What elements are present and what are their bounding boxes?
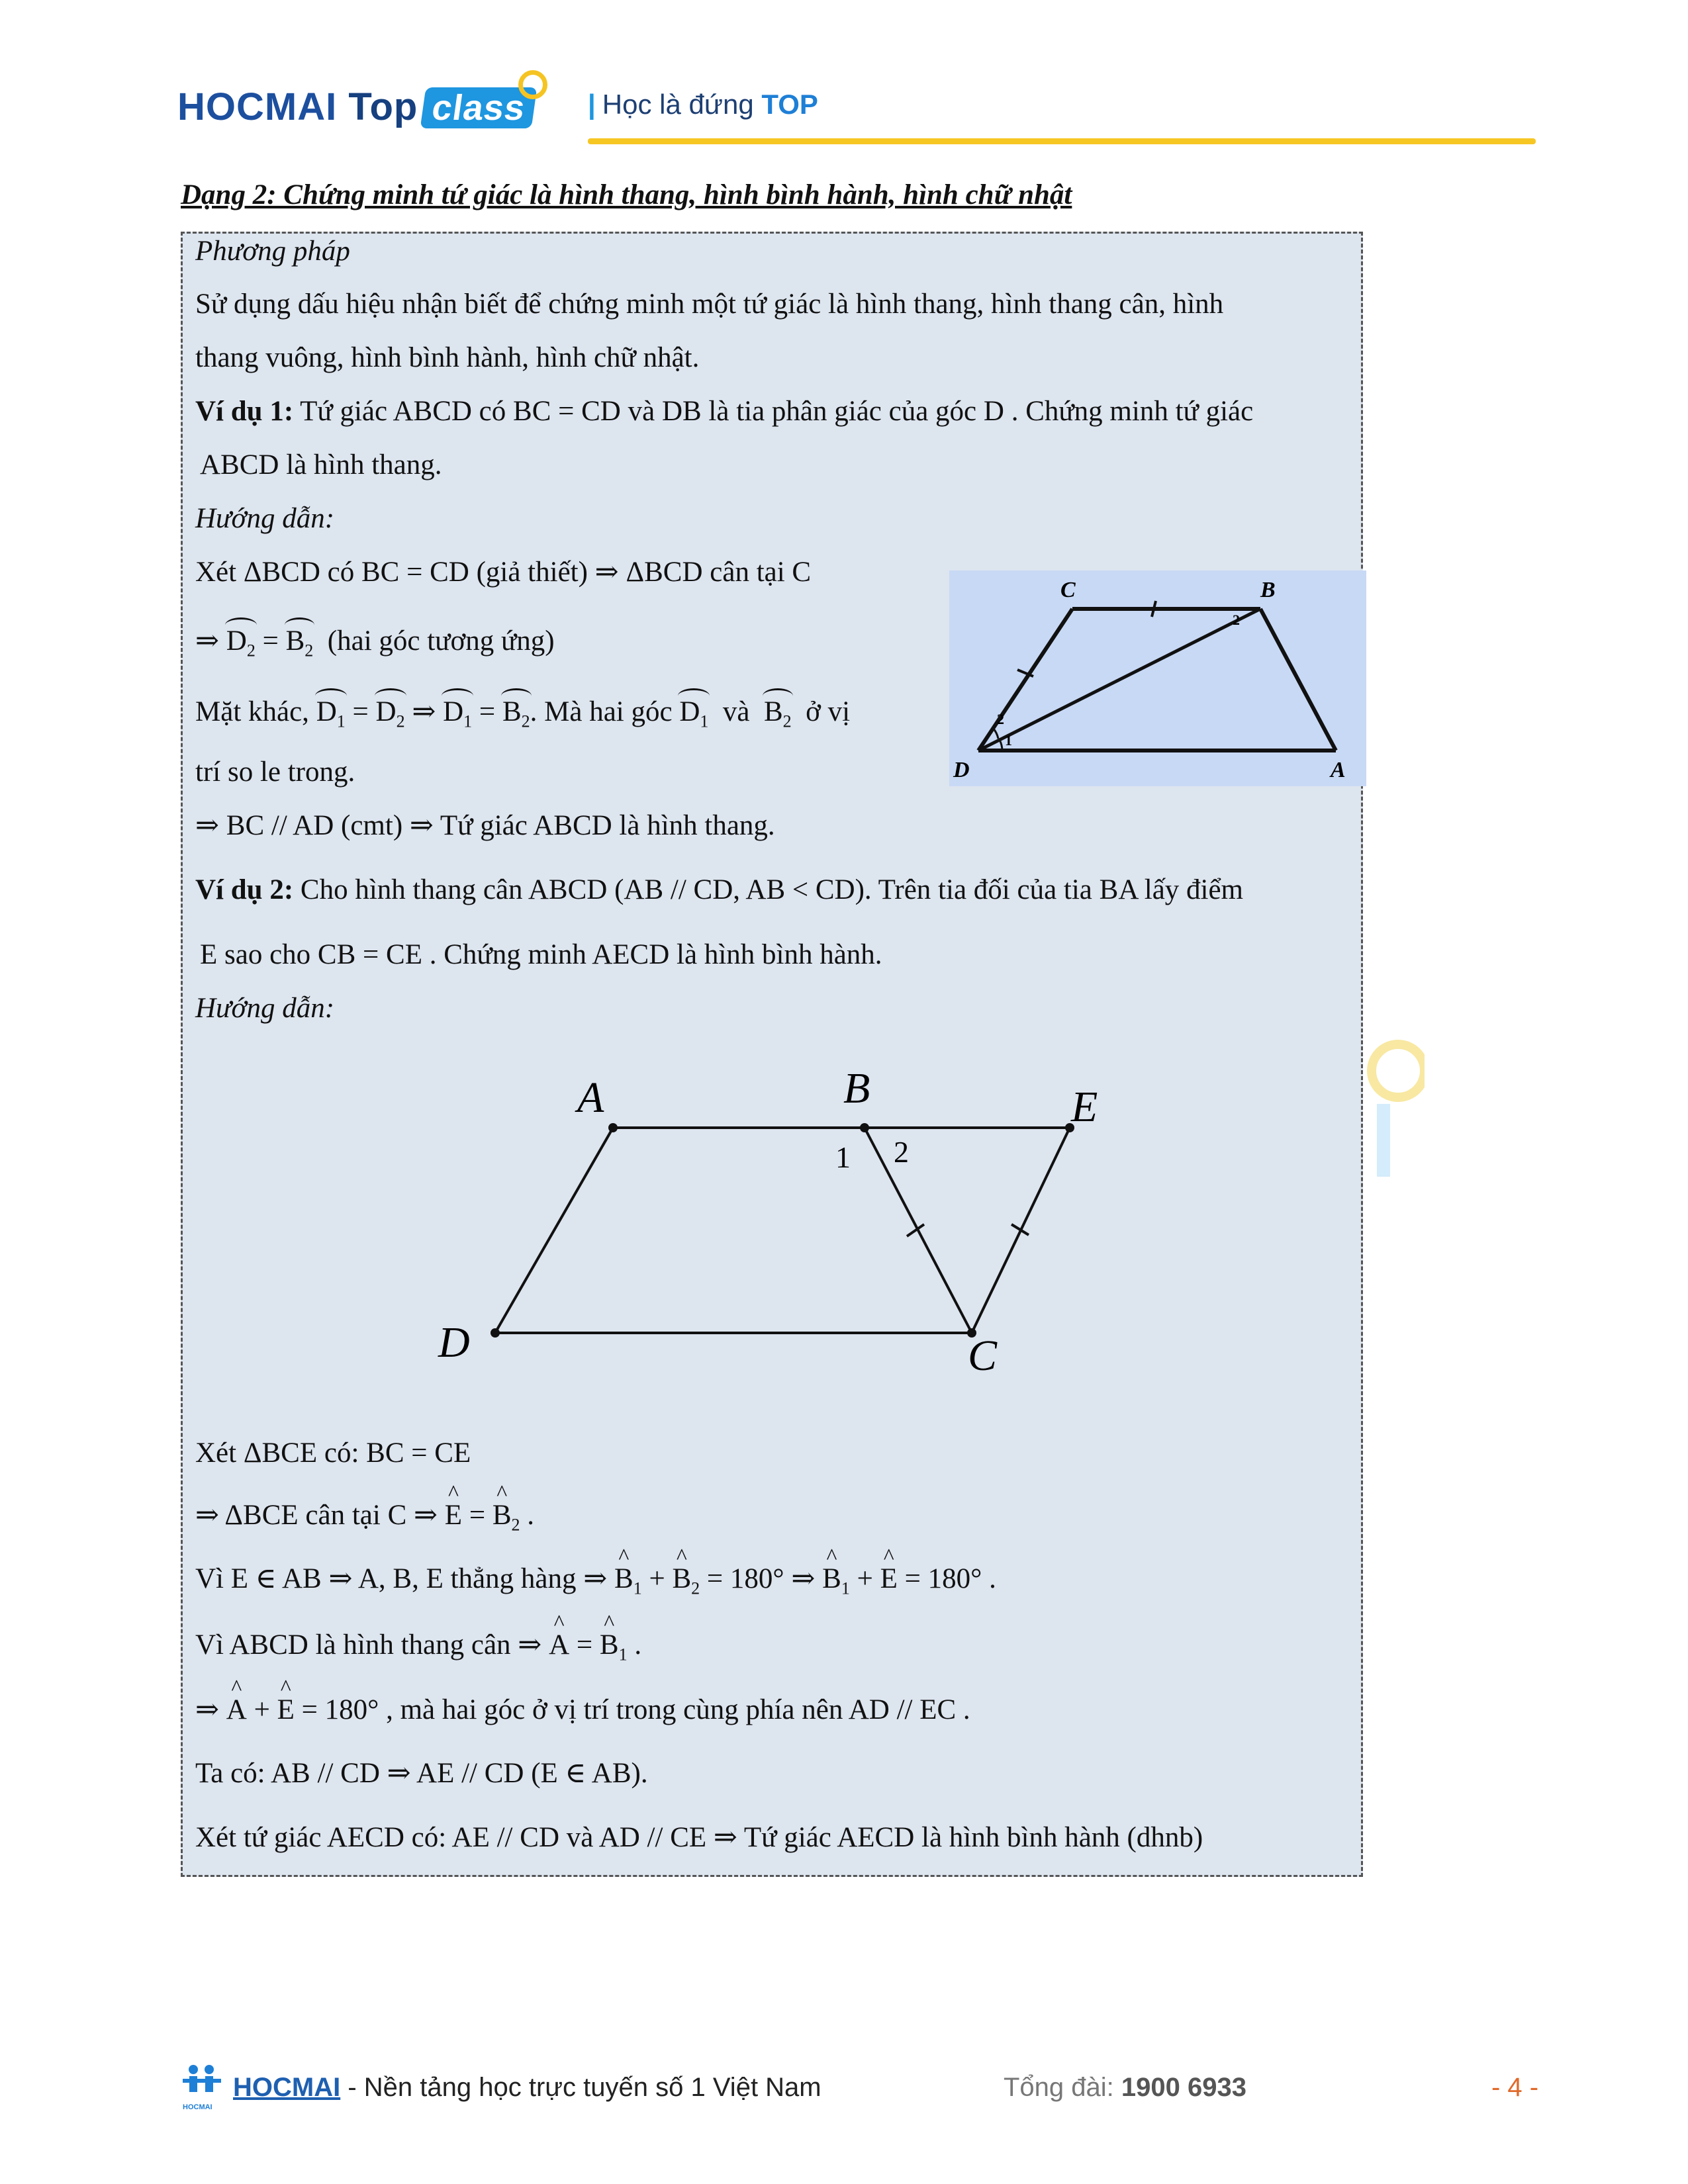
label-B: B xyxy=(843,1064,870,1113)
step-3-prefix: Vì E ∈ AB ⇒ A, B, E thẳng hàng ⇒ xyxy=(195,1563,608,1594)
label-B: B xyxy=(1260,578,1276,602)
angle-A2: ^ A xyxy=(226,1696,247,1724)
example1-label: Ví dụ 1: xyxy=(195,396,294,427)
example1-step-3: Mặt khác, $D_1 = D_2$ ⇒ $D_1 = B_2$. Mà hai góc $D_1$ và $B_2$ ở vị xyxy=(195,696,851,731)
label-angle-2: 2 xyxy=(997,711,1004,727)
step-3-and: và xyxy=(722,696,750,727)
brand-class: class xyxy=(420,87,538,128)
section-title: Dạng 2: Chứng minh tứ giác là hình thang, hình bình hành, hình chữ nhật xyxy=(181,179,1072,210)
angle-letter: D xyxy=(226,625,247,657)
trapezoid-figure-1 xyxy=(949,570,1366,786)
method-line-2: thang vuông, hình bình hành, hình chữ nhật. xyxy=(195,342,700,373)
logo-caption: HOCMAI xyxy=(183,2103,212,2111)
method-line-1: Sử dụng dấu hiệu nhận biết để chứng minh một tứ giác là hình thang, hình thang cân, hình xyxy=(195,289,1224,320)
equals: = xyxy=(469,1500,486,1531)
example1-statement: Tứ giác ABCD có BC = CD và DB là tia phân giác của góc D . Chứng minh tứ giác xyxy=(300,396,1254,427)
step-2-note: (hai góc tương ứng) xyxy=(327,625,555,657)
example2-guide: Hướng dẫn: xyxy=(195,993,335,1024)
example1-step-2 xyxy=(195,624,555,660)
angle-sub: 2 xyxy=(511,1515,520,1535)
step-5-post: = 180° , mà hai góc ở vị trí trong cùng phía nên AD // EC . xyxy=(301,1694,970,1725)
angle-sub: 2 xyxy=(305,641,314,660)
step-2-prefix: ⇒ ΔBCE cân tại C ⇒ xyxy=(195,1500,438,1531)
edge-CD xyxy=(978,609,1072,751)
tagline-text: Học là đứng xyxy=(602,89,754,120)
example2-step-6: Ta có: AB // CD ⇒ AE // CD (E ∈ AB). xyxy=(195,1758,648,1789)
sun-icon xyxy=(518,70,547,99)
hotline-number: 1900 6933 xyxy=(1121,2073,1246,2102)
point-D xyxy=(491,1328,500,1338)
example2-step-1: Xét ΔBCE có: BC = CE xyxy=(195,1437,471,1469)
brand-top: Top xyxy=(348,85,418,128)
example1-line-1 xyxy=(195,397,1253,426)
angle-B1: ^ B xyxy=(614,1565,633,1593)
segment-AD xyxy=(495,1128,613,1333)
step-4-prefix: Vì ABCD là hình thang cân ⇒ xyxy=(195,1629,542,1661)
angle-D1: $D_1$ xyxy=(316,696,346,731)
example2-step-3: Vì E ∈ AB ⇒ A, B, E thẳng hàng ⇒ ^ $B_1$ + ^ $B_2 = 180^\circ$ ⇒ ^ $B_1$ + ^ E = 180° . xyxy=(195,1565,996,1598)
angle-arc-D2 xyxy=(993,728,998,739)
hocmai-link[interactable]: HOCMAI xyxy=(233,2073,341,2102)
label-A: A xyxy=(1331,758,1346,782)
angle-D1b: $D_1$ xyxy=(443,696,473,731)
angle-E xyxy=(445,1501,462,1529)
equals: = xyxy=(262,625,279,657)
page-number-text: - 4 - xyxy=(1491,2073,1539,2102)
footer-description: - Nền tảng học trực tuyến số 1 Việt Nam xyxy=(348,2073,821,2102)
trapezoid-diagram-1 xyxy=(949,570,1366,786)
label-angle-1: 1 xyxy=(1005,732,1012,749)
angle-B2c: $B_2$ xyxy=(763,696,792,731)
label-D: D xyxy=(953,758,970,782)
angle-D1c: $D_1$ xyxy=(679,696,709,731)
example2-step-2: ⇒ ΔBCE cân tại C ⇒ ^ E = ^ $B_2$ . xyxy=(195,1501,534,1534)
example2-line-1 xyxy=(195,876,1243,904)
method-heading: Phương pháp xyxy=(195,236,350,267)
footer-left xyxy=(233,2073,821,2103)
label-angle-1: 1 xyxy=(835,1140,851,1174)
point-A xyxy=(608,1123,618,1132)
tagline xyxy=(588,89,818,120)
step-3-eq1: = 180° ⇒ xyxy=(706,1563,816,1594)
edge-BA xyxy=(1260,609,1336,751)
example2-line-2: E sao cho CB = CE . Chứng minh AECD là hình bình hành. xyxy=(200,939,882,970)
angle-letter: B xyxy=(285,625,305,657)
angle-B2 xyxy=(492,1501,512,1529)
step-3-post: ở vị xyxy=(806,696,851,727)
tagline-top: TOP xyxy=(761,89,818,120)
angle-Eb: ^ E xyxy=(880,1565,898,1593)
example2-label: Ví dụ 2: xyxy=(195,874,294,905)
example2-statement: Cho hình thang cân ABCD (AB // CD, AB < CD). Trên tia đối của tia BA lấy điểm xyxy=(300,874,1244,905)
implies-symbol: ⇒ xyxy=(195,625,220,657)
label-angle-2: 2 xyxy=(894,1135,909,1169)
angle-D2 xyxy=(226,624,256,660)
angle-letter: B xyxy=(492,1500,512,1531)
step-3-prefix: Mặt khác, xyxy=(195,696,309,727)
label-A: A xyxy=(577,1073,604,1122)
example1-guide: Hướng dẫn: xyxy=(195,503,335,534)
example2-step-4: Vì ABCD là hình thang cân ⇒ ^ A = ^ $B_1$ . xyxy=(195,1631,641,1664)
angle-B1b: ^ B xyxy=(822,1565,841,1593)
angle-A: ^ A xyxy=(549,1631,569,1659)
angle-E2: ^ E xyxy=(277,1696,295,1724)
step-5-prefix: ⇒ xyxy=(195,1694,220,1725)
angle-B1c: ^ B xyxy=(600,1631,619,1659)
angle-B2b: ^ B xyxy=(672,1565,691,1593)
page-number xyxy=(1491,2073,1538,2103)
step-3-mid: . Mà hai góc xyxy=(530,696,673,727)
example1-step-4: trí so le trong. xyxy=(195,756,355,788)
label-angle-B2: 2 xyxy=(1233,612,1240,628)
step-3-eq2: = 180° . xyxy=(904,1563,996,1594)
label-C: C xyxy=(1060,578,1076,602)
example2-step-7: Xét tứ giác AECD có: AE // CD và AD // CE ⇒ Tứ giác AECD là hình bình hành (dhnb) xyxy=(195,1822,1203,1853)
angle-D2b: $D_2$ xyxy=(375,696,405,731)
label-D: D xyxy=(438,1318,470,1367)
angle-B2 xyxy=(286,624,314,660)
angle-sub: 2 xyxy=(246,641,256,660)
example2-step-5: ⇒ ^ A + ^ E = 180° , mà hai góc ở vị trí trong cùng phía nên AD // EC . xyxy=(195,1696,970,1724)
diagonal-DB xyxy=(978,609,1260,751)
hotline-label: Tổng đài: xyxy=(1004,2073,1114,2102)
tagline-divider: | xyxy=(588,89,596,120)
segment-BC xyxy=(865,1128,972,1333)
point-B xyxy=(860,1123,869,1132)
angle-letter: E xyxy=(444,1500,463,1531)
example1-step-5: ⇒ BC // AD (cmt) ⇒ Tứ giác ABCD là hình thang. xyxy=(195,810,775,841)
example1-step-1: Xét ΔBCD có BC = CD (giả thiết) ⇒ ΔBCD cân tại C xyxy=(195,557,812,588)
watermark-fragment xyxy=(1365,1024,1425,1183)
header-rule xyxy=(588,138,1536,144)
hocmai-logo-icon xyxy=(180,2063,224,2103)
label-C: C xyxy=(968,1332,998,1380)
angle-B2b: $B_2$ xyxy=(502,696,530,731)
example1-line-2: ABCD là hình thang. xyxy=(200,449,442,480)
parallelogram-figure-2 xyxy=(410,1046,1152,1403)
brand-hocmai: HOCMAI xyxy=(177,85,338,128)
label-E: E xyxy=(1071,1083,1098,1131)
hotline xyxy=(1004,2073,1246,2103)
brand-logo xyxy=(177,85,534,129)
